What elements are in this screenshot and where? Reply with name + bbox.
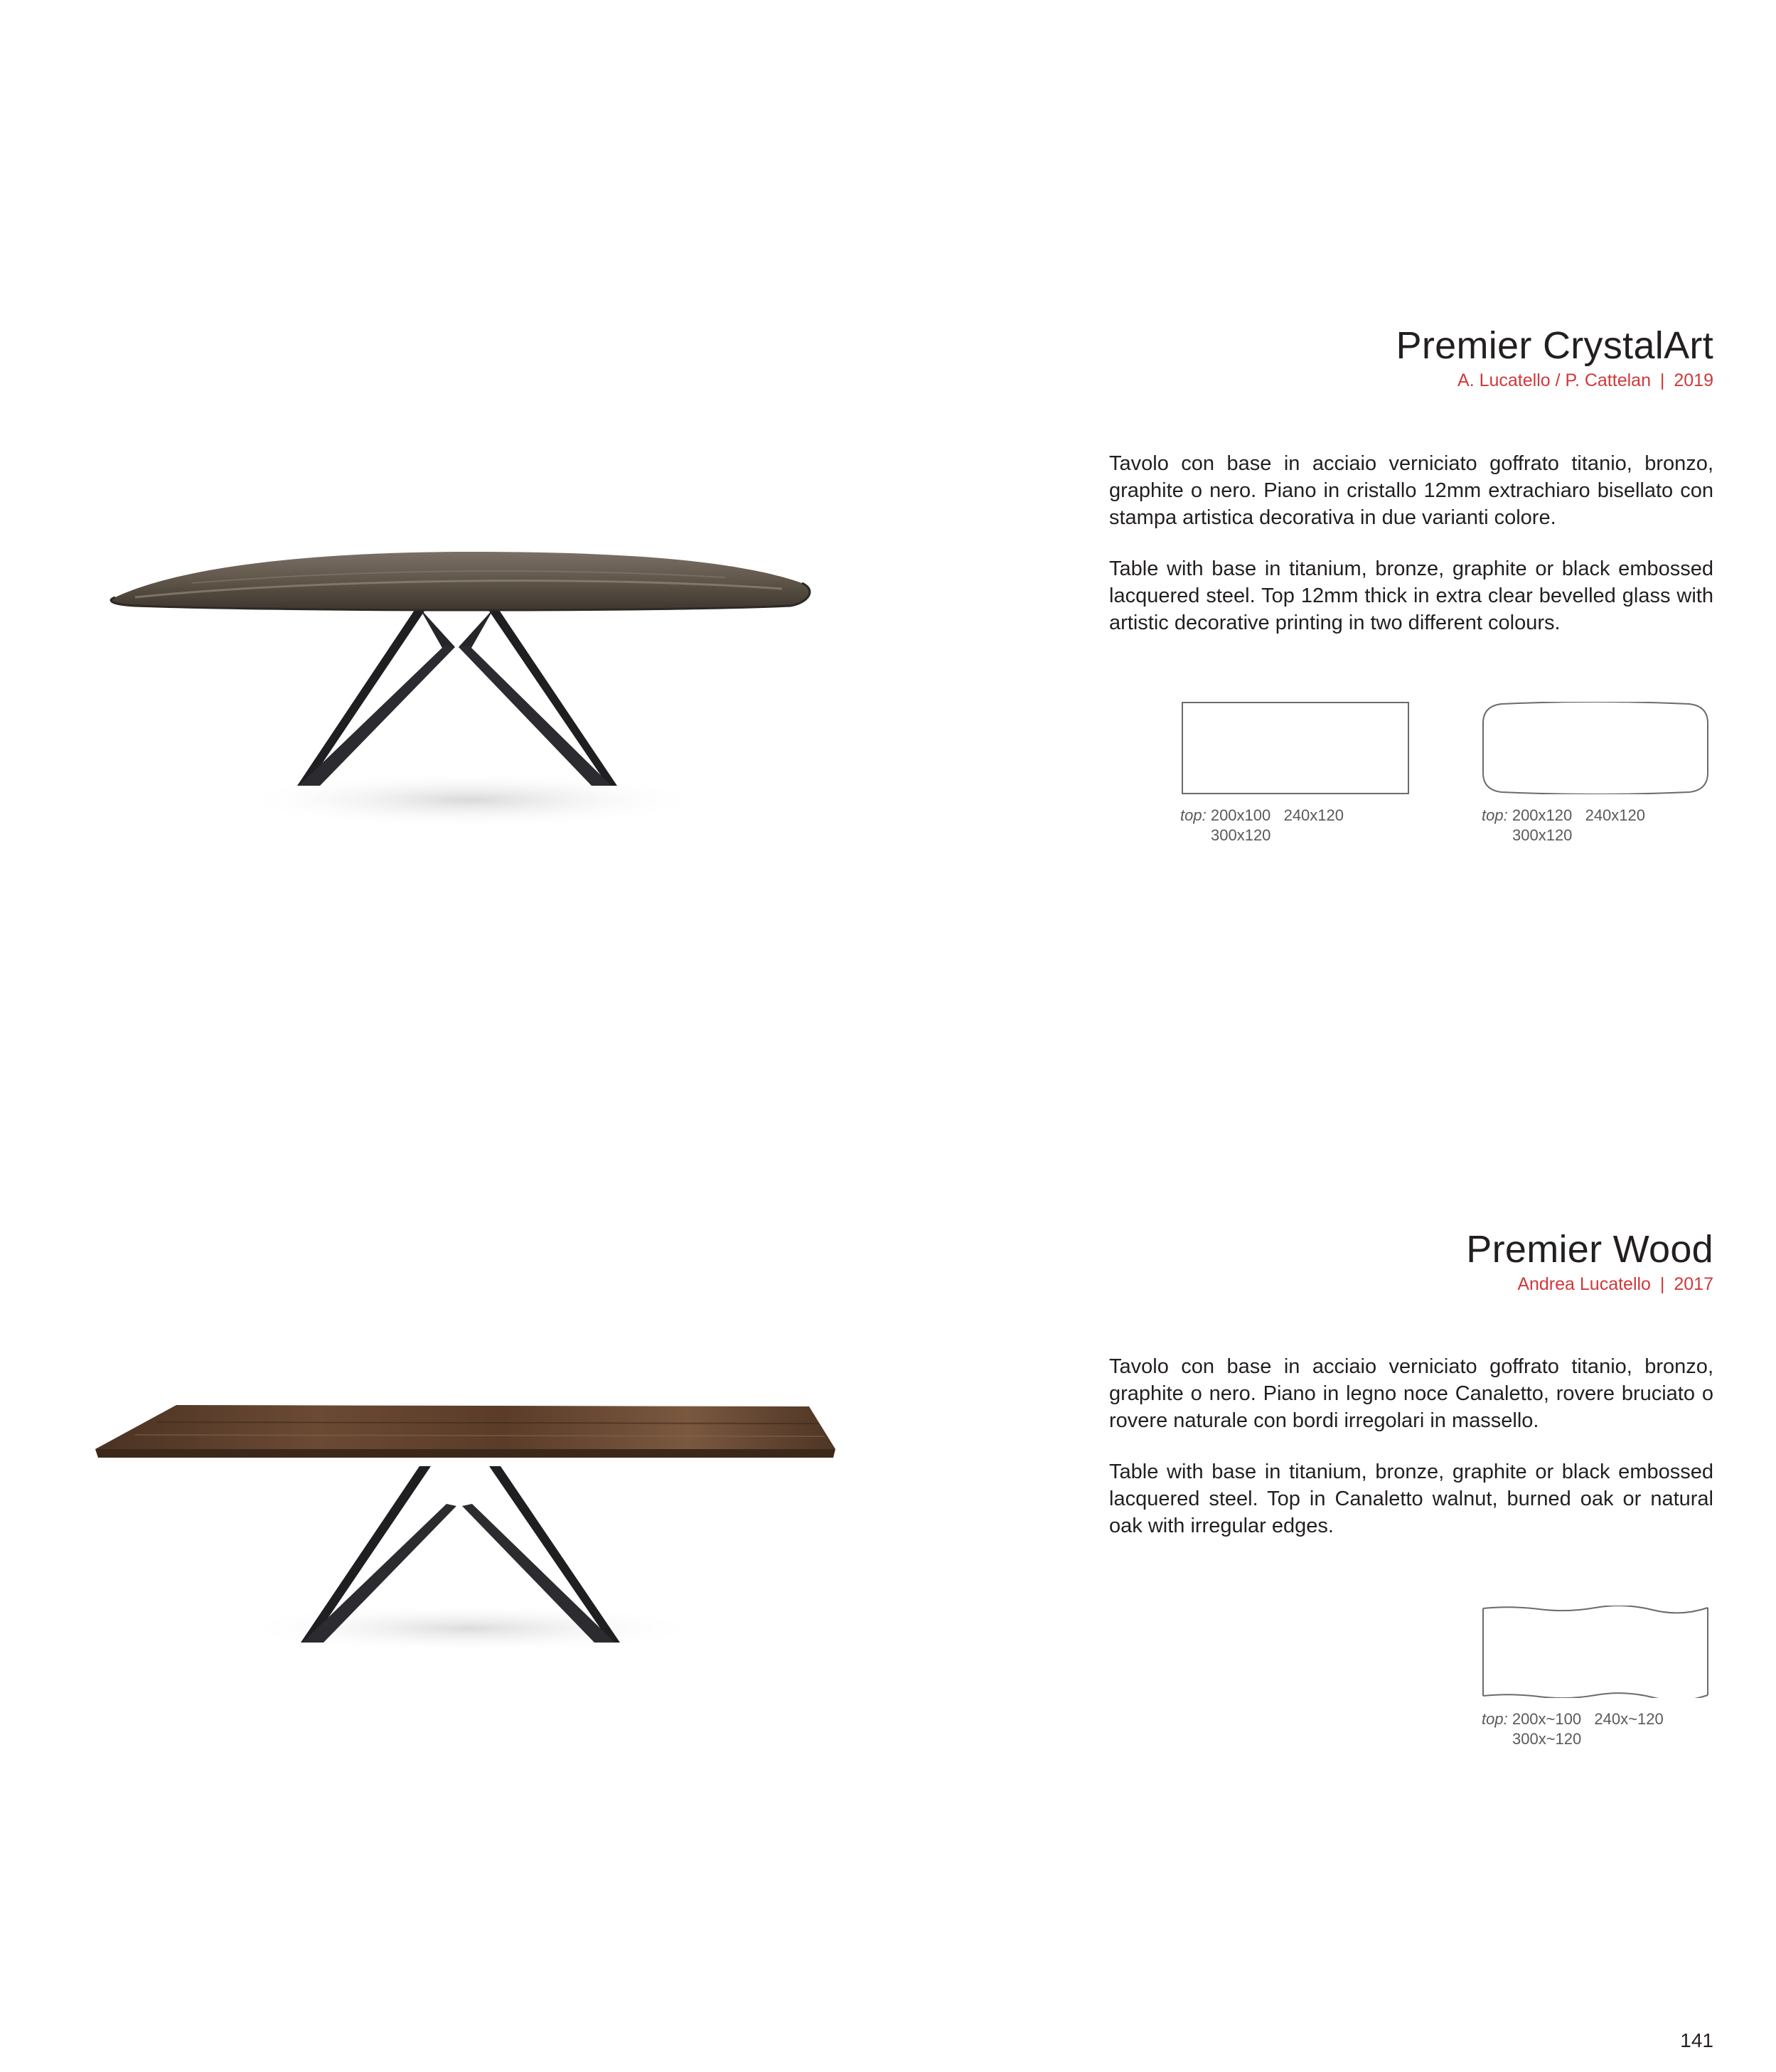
top-label: top:	[1482, 806, 1508, 824]
wood-top	[95, 1405, 835, 1449]
floor-shadow	[235, 1603, 704, 1653]
designer-separator: |	[1659, 370, 1665, 390]
description-italian: Tavolo con base in acciaio verniciato goffrato titanio, bronzo, graphite o nero. Piano in cristallo 12mm extrachiaro bisellato con stampa artistica decorativa in due varianti colore.	[1109, 452, 1713, 529]
description-italian: Tavolo con base in acciaio verniciato goffrato titanio, bronzo, graphite o nero. Piano in legno noce Canaletto, rovere bruciato o rovere naturale con bordi irregolari in massello.	[1109, 1355, 1713, 1432]
top-shape-rectangular	[1182, 702, 1409, 794]
product-title: Premier Wood	[1466, 1228, 1713, 1271]
top-shape-irregular	[1482, 1606, 1709, 1698]
product-title: Premier CrystalArt	[1396, 324, 1713, 367]
product-photo-wood	[85, 1387, 882, 1671]
top-label: top:	[1180, 806, 1207, 824]
description-english: Table with base in titanium, bronze, graphite or black embossed lacquered steel. Top in Canaletto walnut, burned oak or natural oak with irregular edges.	[1109, 1460, 1713, 1537]
designer-name: A. Lucatello / P. Cattelan	[1457, 370, 1651, 390]
top-sizes	[1180, 806, 1344, 845]
designer-separator: |	[1659, 1274, 1665, 1294]
product-designer-line	[1457, 370, 1713, 391]
sizes-line: 200x120 240x120	[1512, 806, 1645, 824]
design-year: 2019	[1674, 370, 1713, 390]
top-shape-barrel	[1482, 702, 1709, 794]
sizes-line: 300x120	[1211, 826, 1271, 844]
sizes-line: 200x100 240x120	[1210, 806, 1344, 824]
sizes-line: 200x~100 240x~120	[1512, 1710, 1664, 1728]
top-sizes	[1482, 806, 1645, 845]
product-photo-crystalart	[85, 512, 882, 853]
wood-top-edge	[95, 1449, 835, 1458]
top-sizes	[1482, 1709, 1664, 1749]
description-english: Table with base in titanium, bronze, graphite or black embossed lacquered steel. Top 12mm thick in extra clear bevelled glass with artistic decorative printing in two different colours.	[1109, 557, 1713, 634]
product-designer-line	[1517, 1274, 1713, 1295]
designer-name: Andrea Lucatello	[1517, 1274, 1651, 1294]
design-year: 2017	[1674, 1274, 1713, 1294]
sizes-line: 300x120	[1512, 826, 1573, 844]
sizes-line: 300x~120	[1512, 1730, 1582, 1748]
page-number: 141	[1680, 2029, 1713, 2051]
table-base	[297, 608, 617, 786]
top-label: top:	[1482, 1710, 1508, 1728]
